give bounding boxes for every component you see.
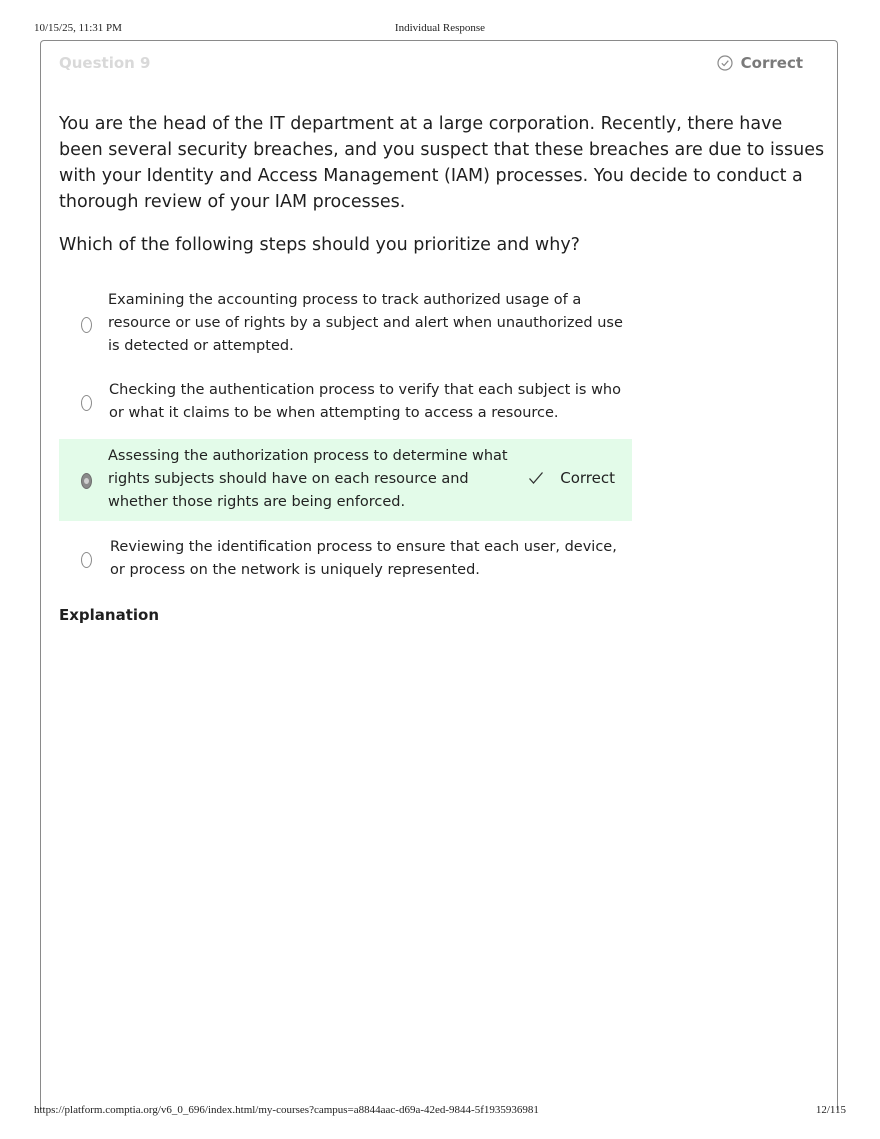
- print-url: https://platform.comptia.org/v6_0_696/index.html/my-courses?campus=a8844aac-d69a-42ed-9844-5f1935936981: [34, 1104, 539, 1116]
- question-card: [40, 40, 838, 1110]
- answer-option-correct[interactable]: [59, 439, 632, 521]
- print-page-number: 12/115: [815, 1104, 846, 1116]
- answer-option[interactable]: [59, 289, 632, 361]
- answer-option[interactable]: [59, 379, 632, 427]
- print-datetime: 10/15/25, 11:31 PM: [34, 22, 122, 34]
- correct-marker: [528, 469, 615, 487]
- answer-option[interactable]: [59, 536, 632, 584]
- radio-button-selected[interactable]: [81, 473, 92, 489]
- question-text: You are the head of the IT department at a large corporation. Recently, there have been several security breaches, and you suspect that these breaches are due to issues with your Identity and Access Management (IAM) processes. You decide to conduct a thorough review of your IAM processes.: [59, 114, 825, 212]
- answer-option-text: Examining the accounting process to track authorized usage of a resource or use of rights by a subject and alert when unauthorized use is detected or attempted.: [108, 292, 623, 354]
- print-page-title: Individual Response: [394, 22, 486, 34]
- radio-button[interactable]: [81, 552, 92, 568]
- checkmark-icon: [528, 471, 544, 485]
- print-footer: [0, 1104, 880, 1118]
- question-status-label: Correct: [740, 54, 803, 72]
- question-prompt: Which of the following steps should you prioritize and why?: [59, 235, 580, 255]
- print-header: [0, 22, 880, 36]
- question-status: [717, 54, 803, 72]
- answer-option-text: Assessing the authorization process to determine what rights subjects should have on each resource and whether those rights are being enforced.: [108, 448, 508, 510]
- explanation-heading: Explanation: [59, 606, 160, 624]
- answer-option-text: Reviewing the identification process to ensure that each user, device, or process on the network is uniquely represented.: [110, 539, 617, 578]
- check-circle-icon: [717, 55, 733, 71]
- question-number: Question 9: [59, 54, 151, 72]
- radio-button[interactable]: [81, 317, 92, 333]
- answer-option-text: Checking the authentication process to verify that each subject is who or what it claims to be when attempting to access a resource.: [109, 382, 621, 421]
- correct-label: Correct: [560, 469, 615, 487]
- radio-button[interactable]: [81, 395, 92, 411]
